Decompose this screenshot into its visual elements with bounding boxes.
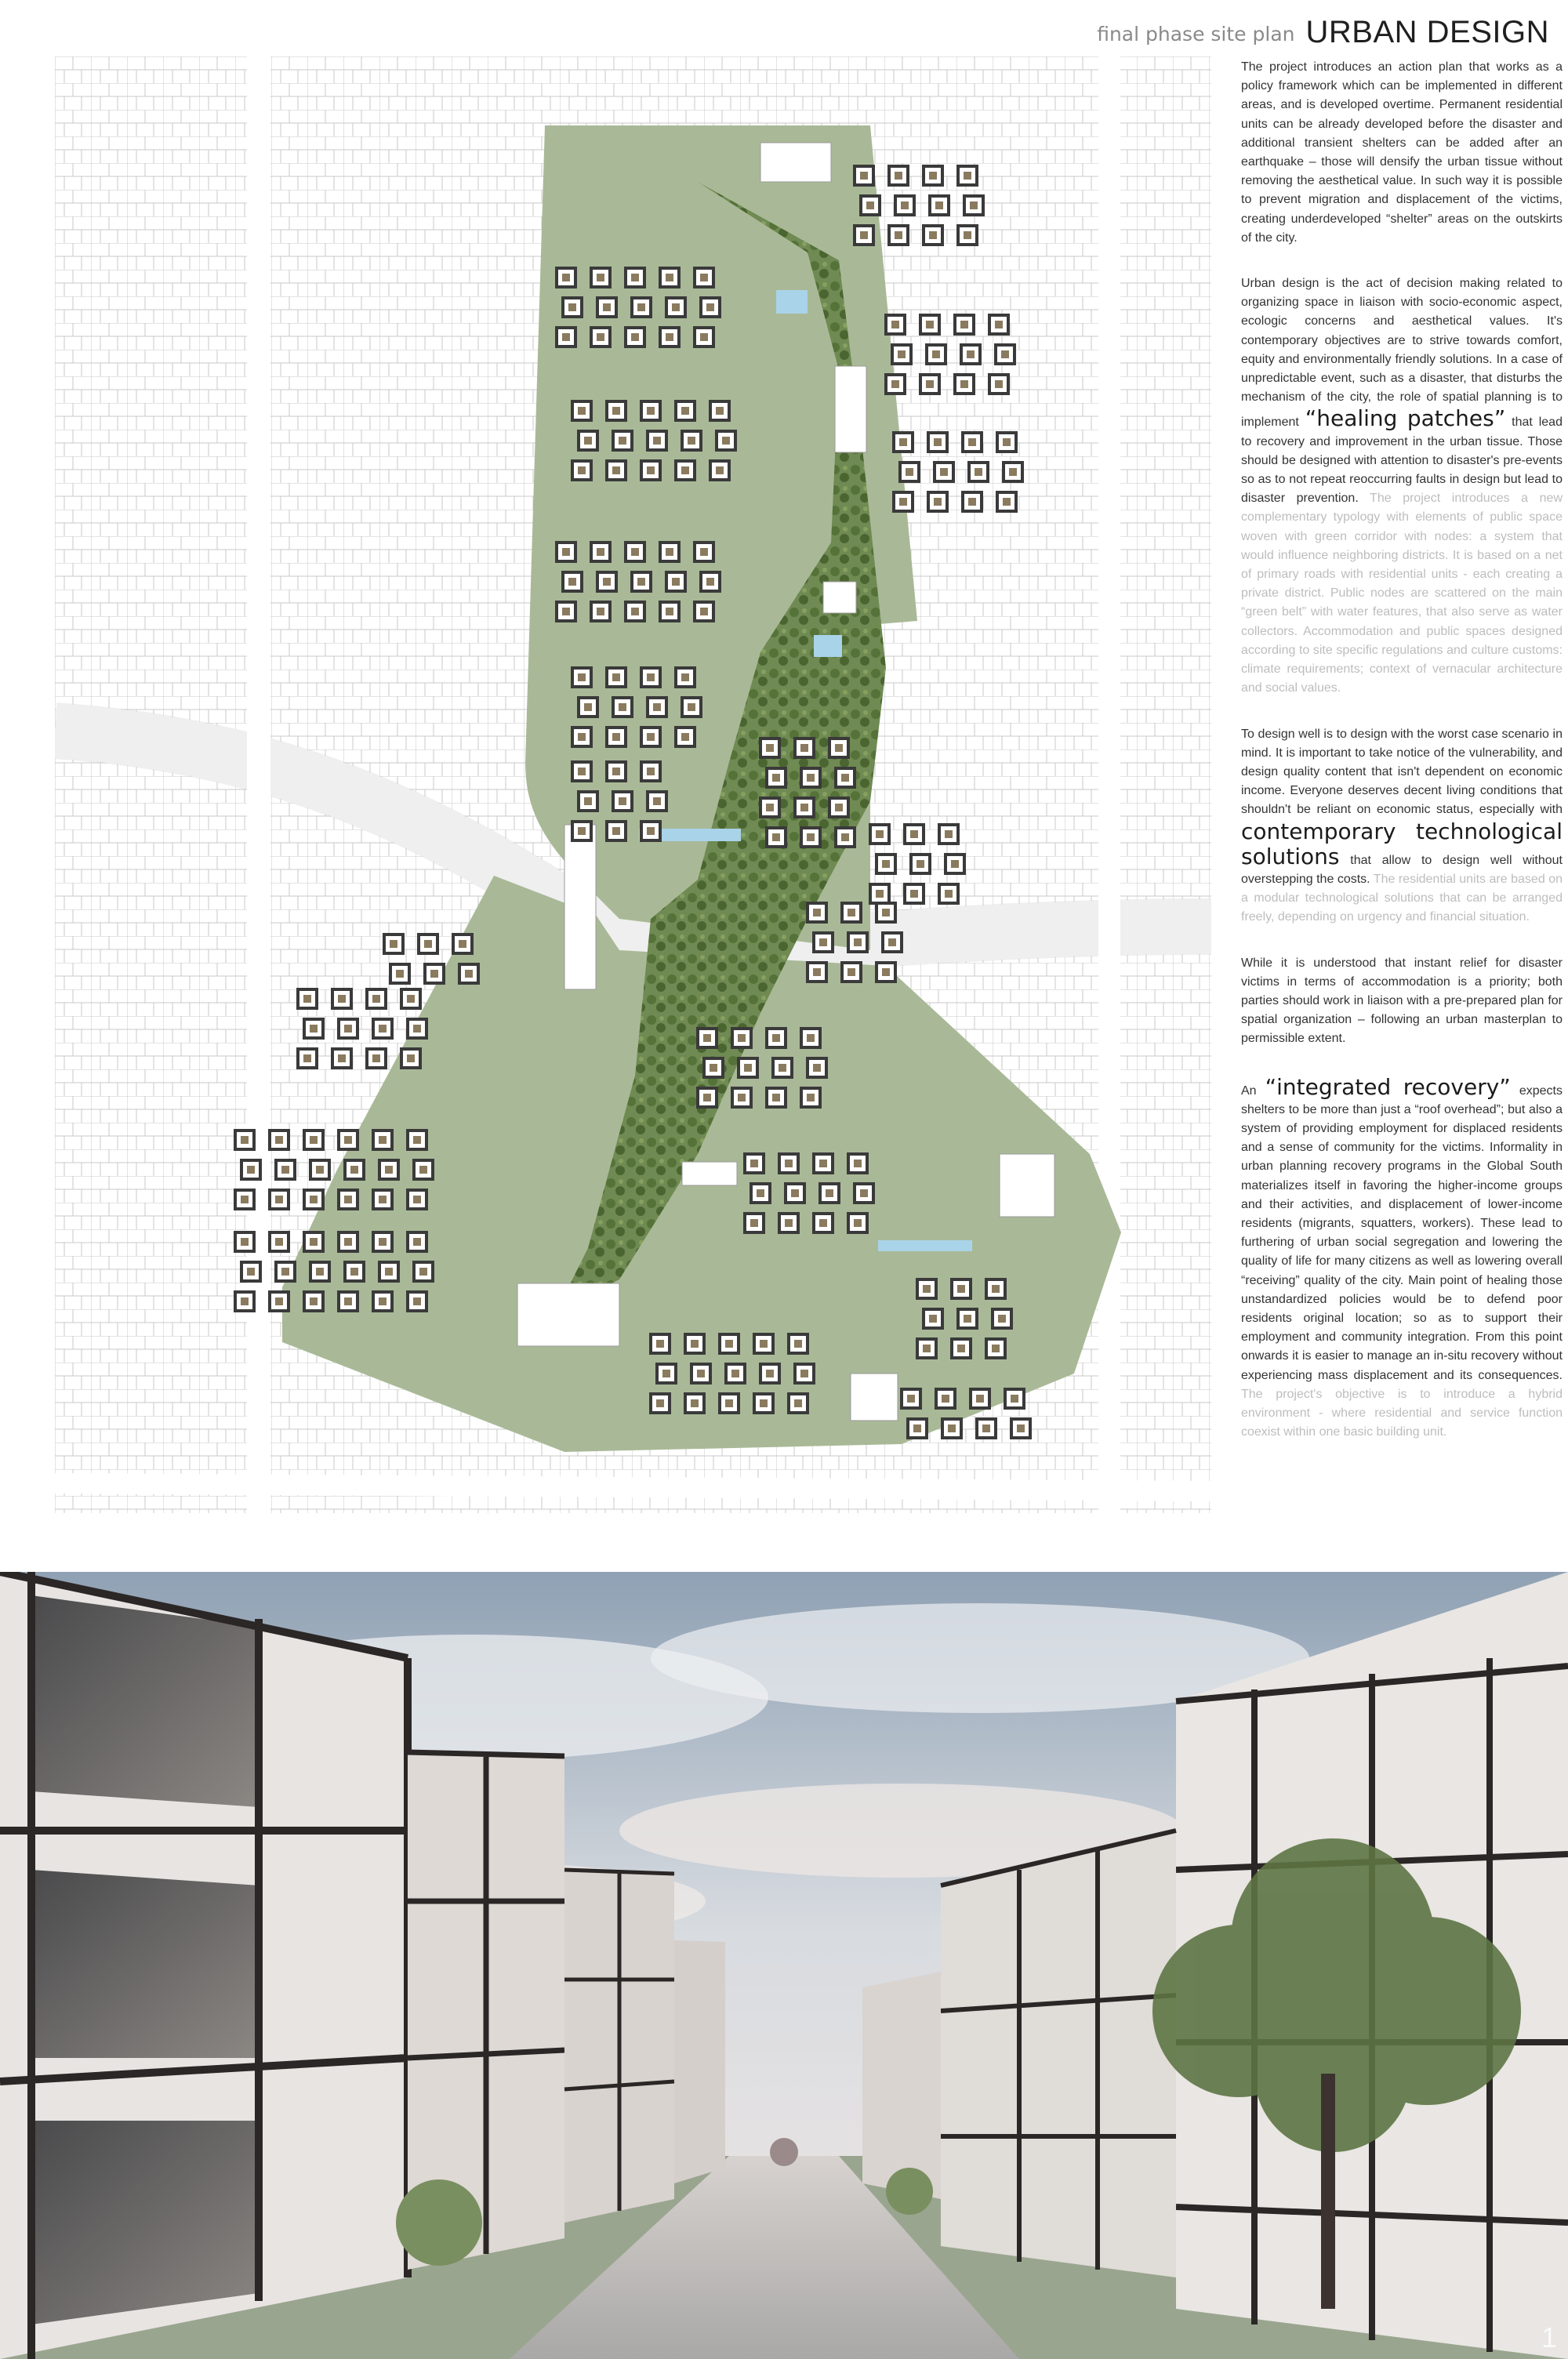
- paragraph-worst-case: To design well is to design with the worst case scenario in mind. It is important to take notice of the vulnerability, and design quality content that isn't dependent on economic income. Everyone deserves decent living conditions that shouldn't be reliant on economic status, especially with contemporary technological solutions that allow to design well without overstepping the costs. The residential units are based on a modular technological solutions that can be arranged freely, depending on urgency and financial situation.: [1241, 727, 1563, 924]
- highlight-integrated-recovery: “integrated recovery”: [1265, 1073, 1511, 1100]
- header-title: URBAN DESIGN: [1305, 15, 1549, 49]
- muted-text: The project's objective is to introduce a hybrid environment - where residential and service function coexist within one basic building unit.: [1241, 1387, 1563, 1439]
- text-column: [1241, 58, 1563, 1468]
- header-subtitle: final phase site plan: [1097, 23, 1295, 45]
- header: [1097, 0, 1549, 50]
- paragraph-relief: While it is understood that instant relief for disaster victims in terms of accommodation is a priority; both parties should work in liaison with a pre-prepared plan for spatial organization – following an urban masterplan to permissible extent.: [1241, 956, 1563, 1046]
- page-number: 1: [1541, 2321, 1557, 2354]
- street-rendering: [0, 1572, 1568, 2359]
- water-pool: [776, 290, 808, 314]
- paragraph-action-plan: The project introduces an action plan that works as a policy framework which can be implemented in different areas, and is developed overtime. Permanent residential units can be already developed before the disaster and additional transient shelters can be added after an earthquake – those will densify the urban tissue without removing the aesthetical value. In such way it is possible to prevent migration and displacement of the victims, creating underdeveloped “shelter” areas on the outskirts of the city.: [1241, 60, 1563, 245]
- paragraph-urban-design: Urban design is the act of decision making related to organizing space in liaison with socio-economic aspect, ecologic concerns and aesthetical values. It's contemporary objectives are to strive towards comfort, equity and environmentally friendly solutions. In a case of unpredictable event, such as a disaster, that disturbs the mechanism of the city, the role of spatial planning is to implement “healing patches” that lead to recovery and improvement in the urban tissue. Those should be designed with attention to disaster's pre-events so as to not repeat reoccurring faults in design but lead to disaster prevention. The project introduces a new complementary typology with elements of public space woven with green corridor with nodes: a system that would influence neighboring districts. It is based on a net of primary roads with residential units - each creating a private district. Public nodes are scattered on the main “green belt” with water features, that also serve as water collectors. Accommodation and public spaces designed according to site specific regulations and culture customs: climate requirements; context of vernacular architecture and social values.: [1241, 277, 1563, 695]
- highlight-contemporary-tech: contemporary technological solutions: [1241, 818, 1563, 869]
- highlight-healing-patches: “healing patches”: [1305, 405, 1506, 432]
- paragraph-integrated-recovery: An “integrated recovery” expects shelters to be more than just a “roof overhead”; but also a system of providing employment for displaced residents and a sense of community for the victims. Informality in urban planning recovery programs in the Global South materializes itself in favoring the higher-income groups and their activities, and displacement of lower-income residents (migrants, squatters, workers). These lead to furthering of urban social segregation and lowering the quality of life for many citizens as well as lowering overall “receiving” quality of the city. Main point of healing those unstandardized policies would be to defend poor residents original location; so as to support their employment and community integration. From this point onwards it is easier to manage an in-situ recovery without experiencing mass displacement and its consequences. The project's objective is to introduce a hybrid environment - where residential and service function coexist within one basic building unit.: [1241, 1073, 1563, 1439]
- muted-text: The project introduces a new complementary typology with elements of public space woven with green corridor with nodes: a system that would influence neighboring districts. It is based on a net of primary roads with residential units - each creating a private district. Public nodes are scattered on the main “green belt” with water features, that also serve as water collectors. Accommodation and public spaces designed according to site specific regulations and culture customs: climate requirements; context of vernacular architecture and social values.: [1241, 492, 1563, 695]
- site-plan: [55, 56, 1211, 1513]
- muted-text: The residential units are based on a modular technological solutions that can be arranged freely, depending on urgency and financial situation.: [1241, 872, 1563, 924]
